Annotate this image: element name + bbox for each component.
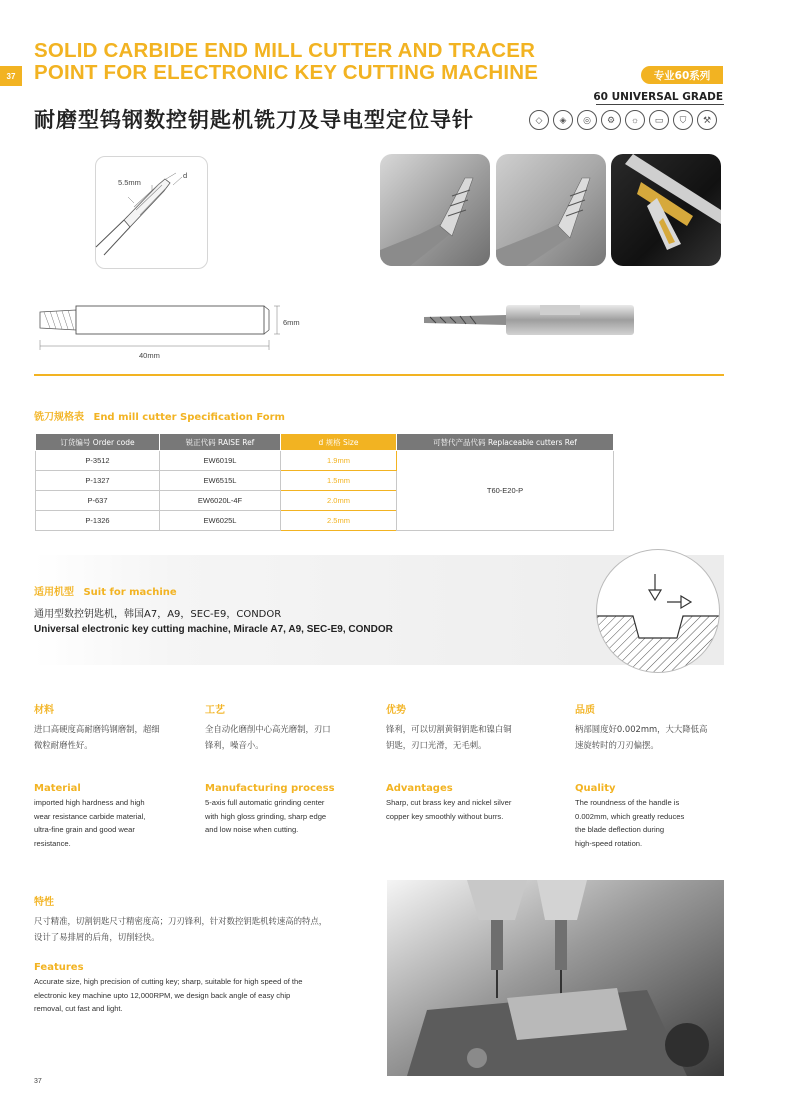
title-en-line-2: POINT FOR ELECTRONIC KEY CUTTING MACHINE	[34, 61, 539, 84]
attr-quality-en	[575, 783, 735, 850]
attr-text: 进口高硬度高耐磨钨钢磨制，超细	[34, 724, 160, 734]
dim-d-label: d	[183, 171, 188, 180]
diamond-icon: ◇	[529, 110, 549, 130]
raise-ref-cell: EW6515L	[160, 471, 281, 491]
grade-label: 60 UNIVERSAL GRADE	[593, 91, 723, 103]
size-cell: 1.9mm	[281, 451, 397, 471]
size-cell: 2.5mm	[281, 511, 397, 531]
attr-title: Quality	[575, 783, 616, 794]
tool-icon: ⚒	[697, 110, 717, 130]
dim-length-label: 40mm	[139, 351, 160, 360]
attr-text: Sharp, cut brass key and nickel silver	[386, 798, 512, 807]
order-code-cell: P-1327	[36, 471, 160, 491]
attr-text: 速旋转时的刀刃偏摆。	[575, 740, 659, 750]
sun-icon: ☼	[625, 110, 645, 130]
target-icon: ◎	[577, 110, 597, 130]
suit-title-cn: 适用机型	[34, 587, 74, 598]
features-en	[34, 962, 379, 1016]
attr-text: the blade deflection during	[575, 825, 665, 835]
col-order-code: 订货编号 Order code	[36, 434, 160, 451]
attr-text: 柄部圆度好0.002mm，大大降低高	[575, 724, 708, 734]
attr-title: Manufacturing process	[205, 783, 335, 794]
attr-material-cn	[34, 701, 194, 753]
title-en-line-1: SOLID CARBIDE END MILL CUTTER AND TRACER	[34, 39, 536, 62]
raise-ref-cell: EW6020L-4F	[160, 491, 281, 511]
tape-icon: ▭	[649, 110, 669, 130]
attr-text: wear resistance carbide material,	[34, 811, 146, 821]
features-text: electronic key machine upto 12,000RPM, we design back angle of easy chip	[34, 990, 291, 1000]
suit-text-en: Universal electronic key cutting machine, Miracle A7, A9, SEC-E9, CONDOR	[34, 624, 393, 635]
order-code-cell: P-637	[36, 491, 160, 511]
attr-text: 全自动化磨削中心高光磨制，刃口	[205, 724, 331, 734]
feature-icons	[529, 110, 717, 130]
features-text: 尺寸精准，切割钥匙尺寸精密度高；刀刃锋利，针对数控钥匙机转速高的特点，	[34, 916, 328, 926]
attr-advantages-en	[386, 783, 566, 823]
product-photo-1	[380, 154, 490, 266]
shield-icon: ⛉	[673, 110, 693, 130]
attr-title: 材料	[34, 705, 54, 716]
suit-text-cn: 通用型数控钥匙机，韩国A7，A9，SEC-E9，CONDOR	[34, 609, 282, 620]
attr-advantages-cn	[386, 701, 546, 753]
dim-diameter-label: 6mm	[283, 318, 300, 327]
title-cn: 耐磨型钨钢数控钥匙机铣刀及导电型定位导针	[34, 108, 474, 132]
attr-material-en	[34, 783, 194, 850]
attr-text: 0.002mm, which greatly reduces	[575, 811, 685, 821]
grade-underline	[596, 104, 724, 105]
features-title-cn: 特性	[34, 897, 54, 908]
attr-text: 钥匙，刃口光滑，无毛刺。	[386, 740, 487, 750]
size-cell: 2.0mm	[281, 491, 397, 511]
attr-title: 品质	[575, 705, 595, 716]
features-title-en: Features	[34, 962, 84, 973]
attr-title: Advantages	[386, 783, 453, 794]
product-photo-3	[611, 154, 721, 266]
replaceable-cell: T60-E20-P	[397, 451, 614, 531]
attr-quality-cn	[575, 701, 735, 753]
suit-section-title	[34, 583, 177, 598]
product-photo-2	[496, 154, 606, 266]
tip-diagram	[90, 155, 215, 270]
features-text: Accurate size, high precision of cutting key; sharp, suitable for high speed of the	[34, 977, 303, 986]
attr-text: resistance.	[34, 838, 71, 848]
cutting-diagram	[596, 549, 720, 673]
attr-text: copper key smoothly without burrs.	[386, 811, 504, 821]
cutter-render	[420, 303, 640, 339]
col-size: d 规格 Size	[281, 434, 397, 451]
page-number: 37	[34, 1078, 42, 1085]
spec-table	[35, 433, 614, 531]
attr-text: 锋利，噪音小。	[205, 740, 264, 750]
attr-text: 微粒耐磨性好。	[34, 740, 93, 750]
attr-title: Material	[34, 783, 81, 794]
suit-title-en: Suit for machine	[83, 587, 177, 598]
order-code-cell: P-1326	[36, 511, 160, 531]
attr-title: 工艺	[205, 705, 225, 716]
attr-process-cn	[205, 701, 365, 753]
spec-title-cn: 铣刀规格表	[34, 412, 84, 423]
size-cell: 1.5mm	[281, 471, 397, 491]
divider-rule	[34, 374, 724, 376]
attr-text: ultra-fine grain and good wear	[34, 825, 135, 835]
attr-text: and low noise when cutting.	[205, 825, 299, 835]
raise-ref-cell: EW6025L	[160, 511, 281, 531]
machine-photo	[387, 880, 724, 1076]
attr-text: high-speed rotation.	[575, 838, 643, 848]
attr-text: 5-axis full automatic grinding center	[205, 798, 325, 807]
table-row	[36, 451, 614, 471]
attr-title: 优势	[386, 705, 406, 716]
title-en	[34, 40, 538, 84]
attr-text: 锋利，可以切割黄铜钥匙和镍白铜	[386, 724, 512, 734]
spec-header-row	[36, 434, 614, 451]
attr-process-en	[205, 783, 380, 837]
side-view-diagram	[36, 300, 306, 360]
raise-ref-cell: EW6019L	[160, 451, 281, 471]
page-tab: 37	[0, 66, 22, 86]
dim-shank-label: 5.5mm	[118, 178, 141, 187]
attr-text: imported high hardness and high	[34, 798, 145, 807]
spec-section-title	[34, 408, 285, 423]
features-cn	[34, 893, 374, 945]
series-badge: 专业60系列	[641, 66, 723, 84]
features-text: removal, cut fast and light.	[34, 1004, 123, 1014]
gem-icon: ◈	[553, 110, 573, 130]
spec-title-en: End mill cutter Specification Form	[93, 412, 285, 423]
col-replaceable: 可替代产品代码 Replaceable cutters Ref	[397, 434, 614, 451]
order-code-cell: P-3512	[36, 451, 160, 471]
attr-text: The roundness of the handle is	[575, 798, 680, 807]
attr-text: with high gloss grinding, sharp edge	[205, 811, 327, 821]
gear-icon: ⚙	[601, 110, 621, 130]
col-raise-ref: 锐正代码 RAISE Ref	[160, 434, 281, 451]
features-text: 设计了易排屑的后角，切削轻快。	[34, 932, 160, 942]
